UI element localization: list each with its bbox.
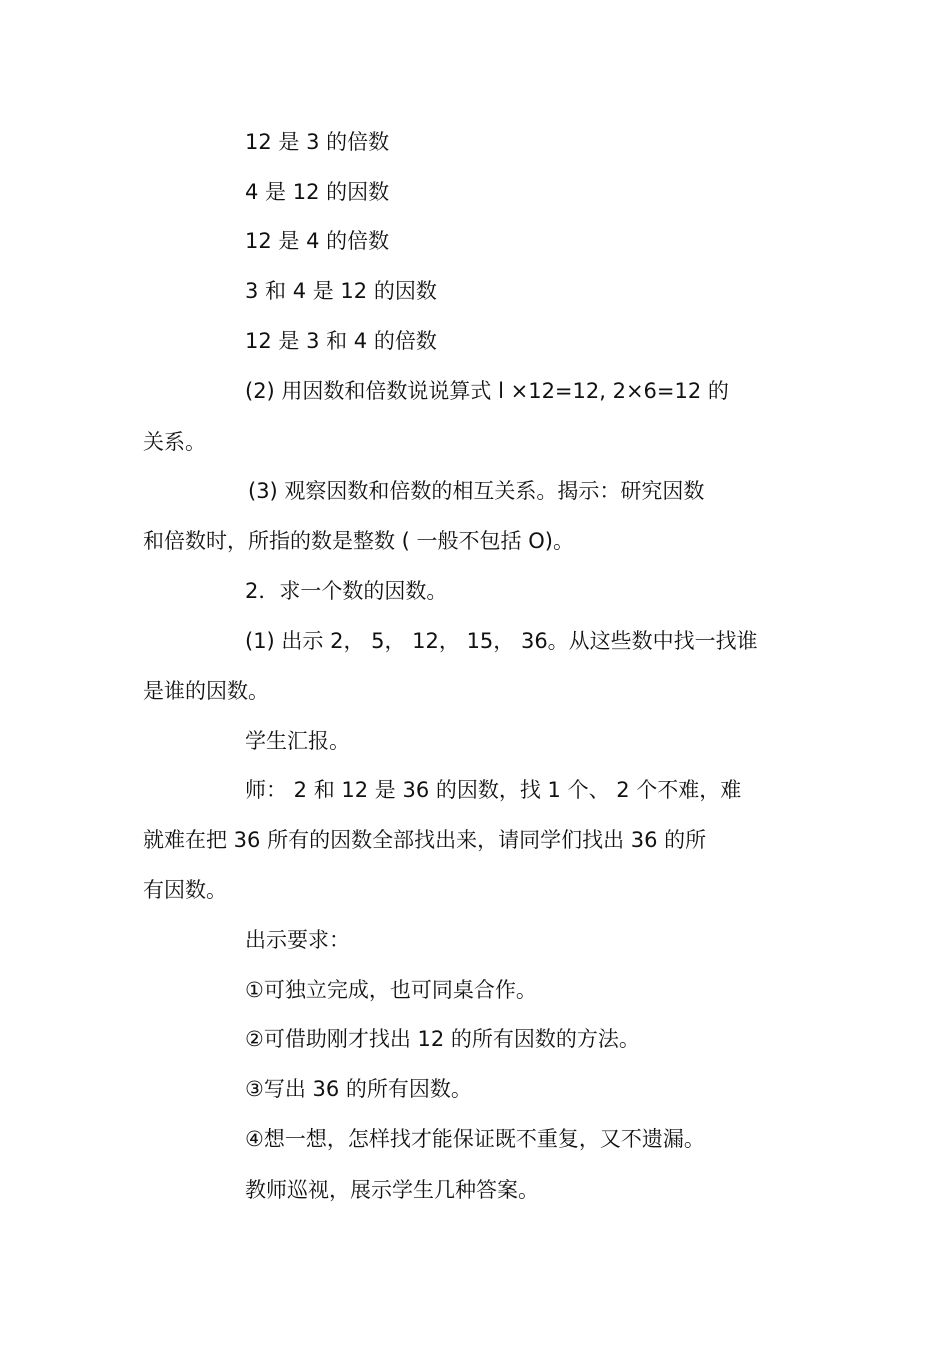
text-line: 12 是 3 的倍数 xyxy=(245,130,390,154)
text-line: ②可借助刚才找出 12 的所有因数的方法。 xyxy=(245,1027,640,1051)
text-line: 有因数。 xyxy=(143,878,227,902)
text-line: ④想一想，怎样找才能保证既不重复，又不遗漏。 xyxy=(245,1127,705,1151)
text-line: 教师巡视，展示学生几种答案。 xyxy=(245,1178,539,1202)
text-line: 就难在把 36 所有的因数全部找出来，请同学们找出 36 的所 xyxy=(143,828,707,852)
text-line: 3 和 4 是 12 的因数 xyxy=(245,279,437,303)
text-line: (1) 出示 2， 5， 12， 15， 36。从这些数中找一找谁 xyxy=(245,629,758,653)
text-line: (3) 观察因数和倍数的相互关系。揭示：研究因数 xyxy=(248,479,705,503)
text-line: ①可独立完成，也可同桌合作。 xyxy=(245,978,537,1002)
text-line: 4 是 12 的因数 xyxy=(245,180,390,204)
text-line: 2．求一个数的因数。 xyxy=(245,579,448,603)
text-line: 是谁的因数。 xyxy=(143,679,269,703)
text-line: (2) 用因数和倍数说说算式 l ×12=12, 2×6=12 的 xyxy=(245,379,729,403)
text-line: 12 是 4 的倍数 xyxy=(245,229,390,253)
text-line: ③写出 36 的所有因数。 xyxy=(245,1077,472,1101)
text-line: 关系。 xyxy=(143,430,206,454)
text-line: 学生汇报。 xyxy=(245,729,350,753)
text-line: 和倍数时，所指的数是整数 ( 一般不包括 O)。 xyxy=(143,529,574,553)
text-line: 出示要求： xyxy=(245,928,350,952)
text-line: 师： 2 和 12 是 36 的因数，找 1 个、 2 个不难，难 xyxy=(245,778,742,802)
text-line: 12 是 3 和 4 的倍数 xyxy=(245,329,437,353)
